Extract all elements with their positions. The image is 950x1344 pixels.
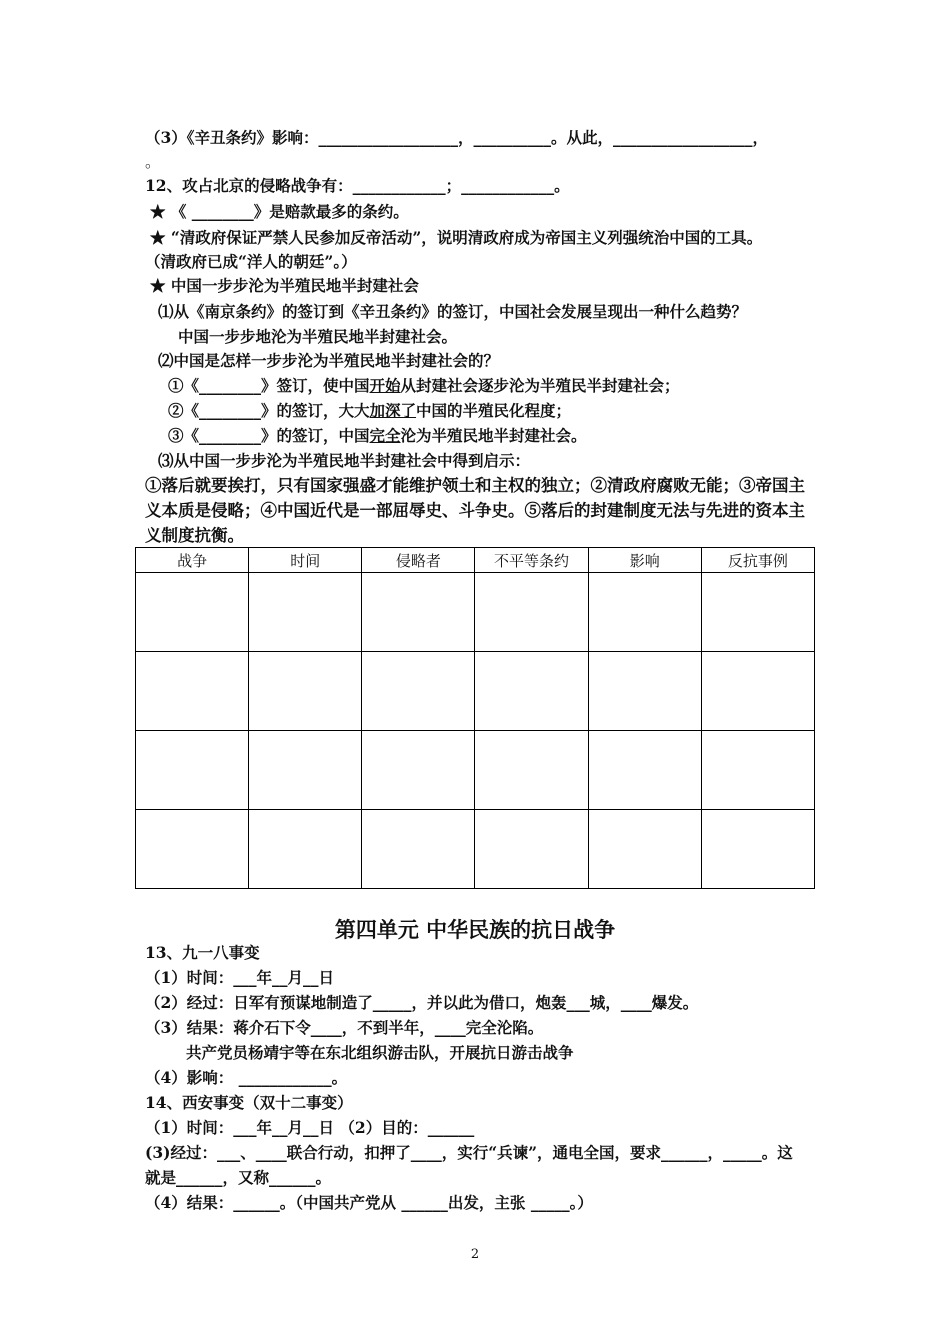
table-cell bbox=[588, 652, 701, 731]
table-cell bbox=[475, 652, 588, 731]
table-cell bbox=[362, 652, 475, 731]
table-cell bbox=[475, 810, 588, 889]
text-line: （1）时间：___年__月__日 bbox=[145, 968, 335, 987]
table-cell bbox=[701, 573, 814, 652]
answer-line: 中国一步步地沦为半殖民地半封建社会。 bbox=[178, 327, 458, 346]
table-cell bbox=[701, 810, 814, 889]
table-cell bbox=[136, 731, 249, 810]
table-cell bbox=[249, 652, 362, 731]
star-note: ★ 中国一步步沦为半殖民地半封建社会 bbox=[150, 276, 419, 295]
text-line: 义制度抗衡。 bbox=[145, 526, 244, 545]
column-header: 时间 bbox=[249, 548, 362, 573]
sub-question: ⑵中国是怎样一步步沦为半殖民地半封建社会的？ bbox=[158, 351, 500, 370]
text-line: 共产党员杨靖宇等在东北组织游击队，开展抗日游击战争 bbox=[186, 1043, 574, 1062]
question-13: 13、九一八事变 bbox=[145, 943, 260, 962]
table-row bbox=[136, 652, 815, 731]
text-line: 。 bbox=[145, 153, 161, 171]
unit-title: 第四单元 中华民族的抗日战争 bbox=[334, 917, 616, 942]
text-line: ①落后就要挨打，只有国家强盛才能维护领土和主权的独立；②清政府腐败无能；③帝国主 bbox=[145, 476, 805, 495]
text-line: （3）结果：蒋介石下令____，不到半年，____完全沦陷。 bbox=[145, 1018, 544, 1037]
table-cell bbox=[588, 810, 701, 889]
table-cell bbox=[249, 731, 362, 810]
war-summary-table bbox=[135, 547, 815, 889]
question-12: 12、攻占北京的侵略战争有：____________；____________。 bbox=[145, 176, 570, 195]
table-cell bbox=[362, 810, 475, 889]
star-note: ★ “清政府保证严禁人民参加反帝活动”，说明清政府成为帝国主义列强统治中国的工具。 bbox=[150, 228, 763, 247]
table-cell bbox=[136, 810, 249, 889]
table-header-row bbox=[136, 548, 815, 573]
table-cell bbox=[249, 810, 362, 889]
table-cell bbox=[701, 731, 814, 810]
sub-question: ⑴从《南京条约》的签订到《辛丑条约》的签订，中国社会发展呈现出一种什么趋势？ bbox=[158, 302, 748, 321]
page-number: 2 bbox=[470, 1247, 480, 1262]
table-cell bbox=[136, 573, 249, 652]
step-line: ②《________》的签订，大大加深了中国的半殖民化程度； bbox=[168, 401, 572, 420]
column-header: 反抗事例 bbox=[701, 548, 814, 573]
table-row bbox=[136, 731, 815, 810]
table-cell bbox=[475, 573, 588, 652]
table-cell bbox=[136, 652, 249, 731]
text-line: （4）影响： ____________。 bbox=[145, 1068, 348, 1087]
step-line: ①《________》签订，使中国开始从封建社会逐步沦为半殖民半封建社会； bbox=[168, 376, 680, 395]
column-header: 侵略者 bbox=[362, 548, 475, 573]
table-cell bbox=[701, 652, 814, 731]
table-cell bbox=[475, 731, 588, 810]
table-cell bbox=[588, 573, 701, 652]
text-line: （3）《辛丑条约》影响：__________________，__________。从此，__________________， bbox=[145, 128, 769, 147]
table-cell bbox=[362, 573, 475, 652]
column-header: 不平等条约 bbox=[475, 548, 588, 573]
star-note: ★ 《 ________》是赔款最多的条约。 bbox=[150, 202, 409, 221]
table-row bbox=[136, 810, 815, 889]
column-header: 战争 bbox=[136, 548, 249, 573]
table-cell bbox=[362, 731, 475, 810]
text-line: （2）经过：日军有预谋地制造了_____，并以此为借口，炮轰___城，____爆发。 bbox=[145, 993, 699, 1012]
table-cell bbox=[588, 731, 701, 810]
text-line: （清政府已成“洋人的朝廷”。） bbox=[145, 252, 357, 271]
sub-question: ⑶从中国一步步沦为半殖民地半封建社会中得到启示： bbox=[158, 451, 531, 470]
column-header: 影响 bbox=[588, 548, 701, 573]
table-row bbox=[136, 573, 815, 652]
table-cell bbox=[249, 573, 362, 652]
text-line: （1）时间：___年__月__日 （2）目的：______ bbox=[145, 1118, 475, 1137]
question-14: 14、西安事变（双十二事变） bbox=[145, 1093, 353, 1112]
step-line: ③《________》的签订，中国完全沦为半殖民地半封建社会。 bbox=[168, 426, 587, 445]
text-line: (3)经过：___、____联合行动，扣押了____，实行“兵谏”，通电全国，要求______，_____。这 bbox=[145, 1143, 793, 1162]
text-line: 义本质是侵略；④中国近代是一部屈辱史、斗争史。⑤落后的封建制度无法与先进的资本主 bbox=[145, 501, 805, 520]
text-line: （4）结果：______。（中国共产党从 ______出发，主张 _____。） bbox=[145, 1193, 593, 1212]
text-line: 就是______，又称______。 bbox=[145, 1168, 332, 1187]
